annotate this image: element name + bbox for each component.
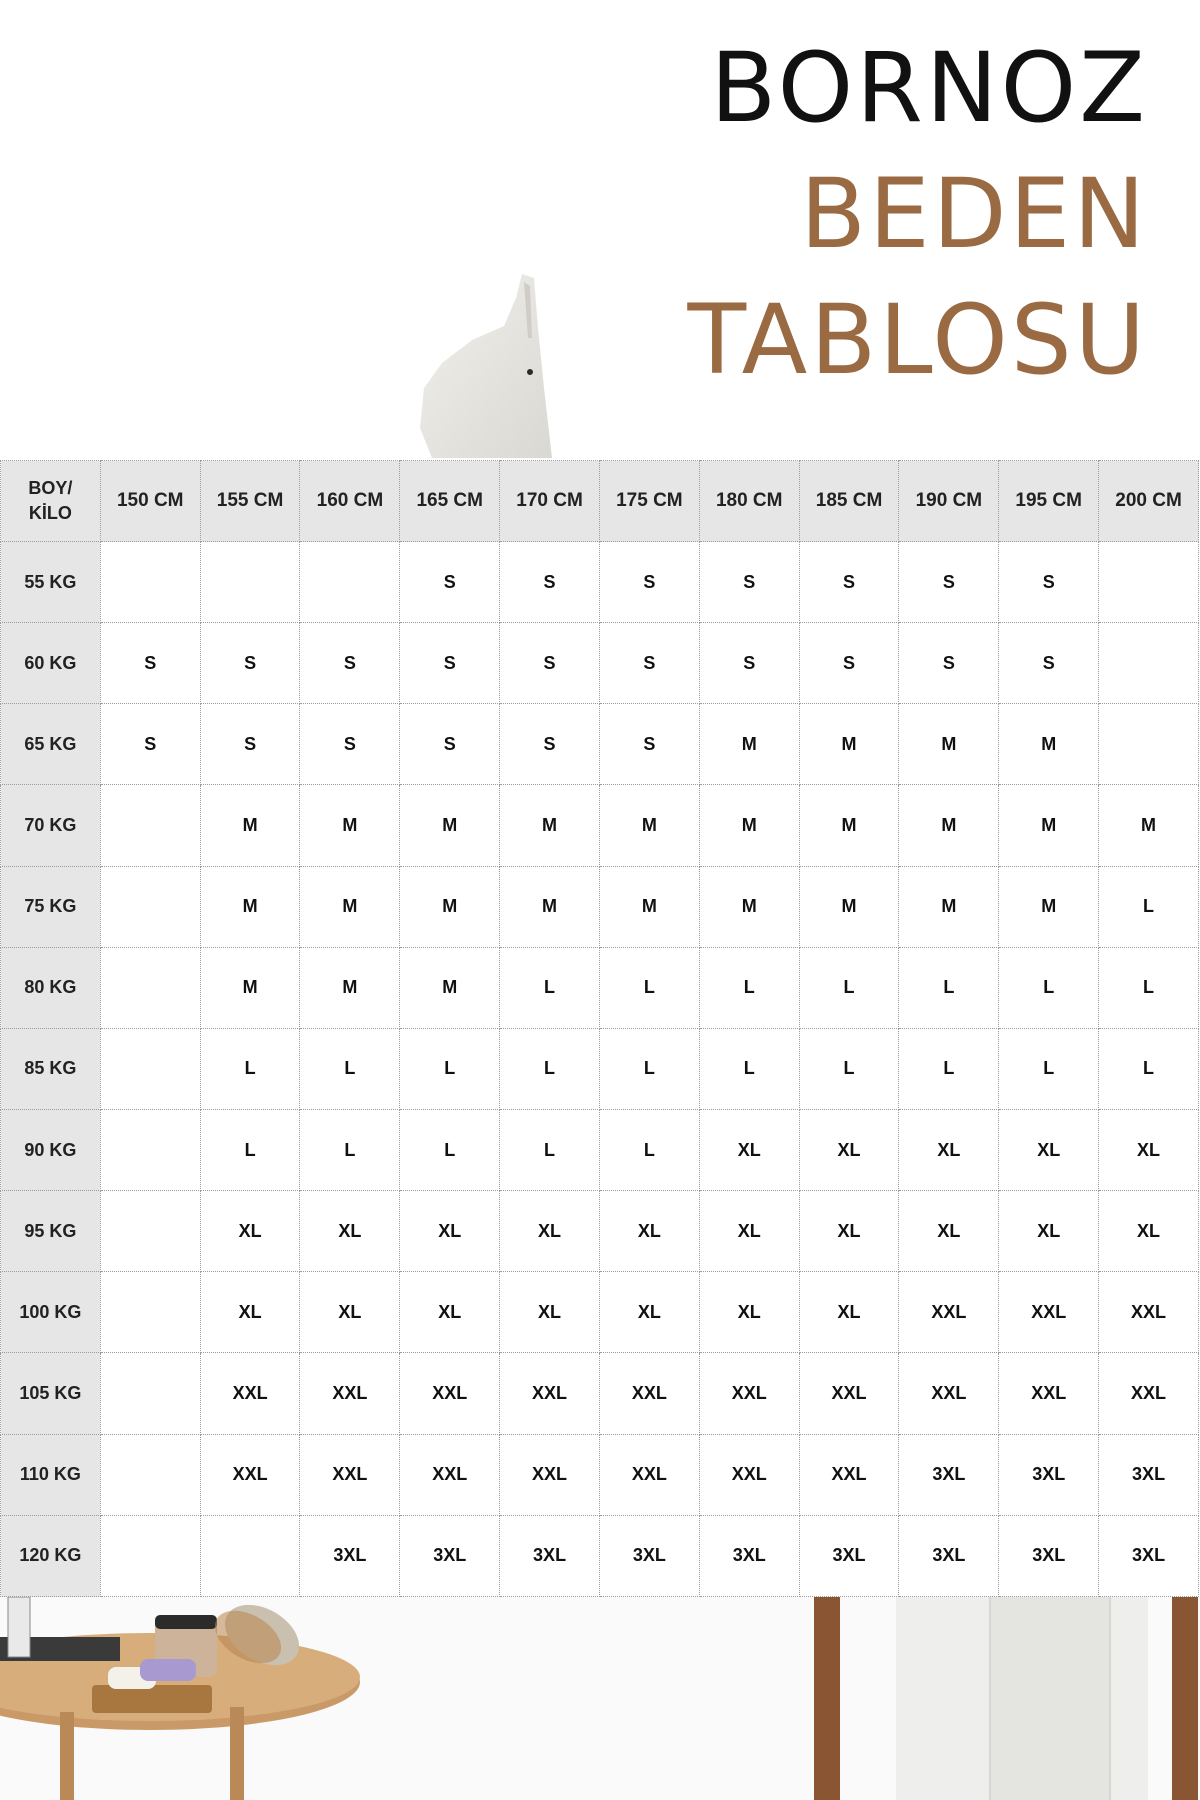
size-cell: XXL	[799, 1353, 899, 1434]
size-cell: XXL	[599, 1434, 699, 1515]
size-cell: M	[699, 866, 799, 947]
size-cell: L	[599, 1028, 699, 1109]
size-cell	[100, 1028, 200, 1109]
size-cell: 3XL	[999, 1434, 1099, 1515]
size-cell: S	[899, 542, 999, 623]
size-cell: 3XL	[300, 1515, 400, 1596]
size-cell: 3XL	[1099, 1515, 1199, 1596]
size-cell: L	[599, 1109, 699, 1190]
column-header: 150 CM	[100, 461, 200, 542]
size-cell: XXL	[799, 1434, 899, 1515]
row-header: 60 KG	[1, 623, 101, 704]
size-cell: M	[899, 785, 999, 866]
size-cell: L	[400, 1109, 500, 1190]
size-cell: XXL	[699, 1434, 799, 1515]
row-header: 75 KG	[1, 866, 101, 947]
size-cell: S	[599, 542, 699, 623]
column-header: 180 CM	[699, 461, 799, 542]
size-cell: S	[699, 542, 799, 623]
size-cell: L	[500, 1109, 600, 1190]
size-cell: S	[500, 542, 600, 623]
size-cell: L	[500, 1028, 600, 1109]
size-cell: L	[899, 1028, 999, 1109]
size-cell: XL	[599, 1272, 699, 1353]
size-cell	[100, 1191, 200, 1272]
size-cell: XXL	[400, 1434, 500, 1515]
size-cell: M	[699, 785, 799, 866]
size-cell: L	[1099, 866, 1199, 947]
size-cell	[300, 542, 400, 623]
size-cell: XL	[699, 1191, 799, 1272]
size-cell: M	[400, 866, 500, 947]
size-cell: M	[300, 947, 400, 1028]
size-cell: 3XL	[400, 1515, 500, 1596]
size-cell: L	[699, 947, 799, 1028]
size-cell	[200, 542, 300, 623]
size-cell: M	[899, 866, 999, 947]
row-header: 65 KG	[1, 704, 101, 785]
size-cell: S	[500, 623, 600, 704]
size-cell	[1099, 623, 1199, 704]
size-cell: M	[699, 704, 799, 785]
size-cell: 3XL	[899, 1515, 999, 1596]
size-cell: 3XL	[1099, 1434, 1199, 1515]
size-cell: L	[300, 1109, 400, 1190]
size-cell: M	[200, 785, 300, 866]
column-header: 175 CM	[599, 461, 699, 542]
size-cell: L	[200, 1028, 300, 1109]
size-cell: M	[799, 704, 899, 785]
table-row	[1, 1191, 1199, 1272]
size-cell: XL	[899, 1191, 999, 1272]
column-header: 165 CM	[400, 461, 500, 542]
size-cell: L	[1099, 947, 1199, 1028]
size-cell: L	[400, 1028, 500, 1109]
column-header: 170 CM	[500, 461, 600, 542]
size-cell: XXL	[899, 1272, 999, 1353]
table-row	[1, 866, 1199, 947]
size-cell	[1099, 542, 1199, 623]
size-cell: XL	[300, 1191, 400, 1272]
size-cell: XXL	[1099, 1353, 1199, 1434]
row-header: 80 KG	[1, 947, 101, 1028]
size-cell: M	[599, 785, 699, 866]
column-header: 195 CM	[999, 461, 1099, 542]
size-cell: XXL	[999, 1272, 1099, 1353]
table-row	[1, 1515, 1199, 1596]
size-cell: M	[999, 866, 1099, 947]
table-row	[1, 1434, 1199, 1515]
size-cell	[100, 1109, 200, 1190]
size-cell: M	[799, 785, 899, 866]
size-cell: L	[799, 947, 899, 1028]
row-header: 105 KG	[1, 1353, 101, 1434]
row-header: 55 KG	[1, 542, 101, 623]
column-header: 200 CM	[1099, 461, 1199, 542]
size-cell: XL	[999, 1191, 1099, 1272]
size-cell	[100, 1353, 200, 1434]
size-cell: M	[1099, 785, 1199, 866]
size-cell: M	[200, 866, 300, 947]
size-cell: M	[300, 866, 400, 947]
size-cell: 3XL	[699, 1515, 799, 1596]
title-bornoz: BORNOZ	[710, 32, 1148, 144]
size-cell: XL	[999, 1109, 1099, 1190]
size-cell: XXL	[300, 1353, 400, 1434]
column-header: 185 CM	[799, 461, 899, 542]
size-cell: XXL	[500, 1434, 600, 1515]
size-cell: S	[899, 623, 999, 704]
size-cell: S	[799, 623, 899, 704]
size-cell: XL	[400, 1191, 500, 1272]
size-cell: XXL	[699, 1353, 799, 1434]
size-cell	[100, 1434, 200, 1515]
size-cell: S	[400, 704, 500, 785]
size-cell: M	[500, 785, 600, 866]
row-header: 120 KG	[1, 1515, 101, 1596]
size-cell: XL	[699, 1272, 799, 1353]
size-cell: S	[200, 704, 300, 785]
size-cell: S	[400, 542, 500, 623]
size-cell: M	[500, 866, 600, 947]
row-header: 100 KG	[1, 1272, 101, 1353]
size-cell: M	[400, 947, 500, 1028]
table-row	[1, 947, 1199, 1028]
size-cell: XL	[1099, 1109, 1199, 1190]
size-cell: S	[300, 623, 400, 704]
size-cell: XL	[400, 1272, 500, 1353]
table-row	[1, 1272, 1199, 1353]
size-cell: L	[1099, 1028, 1199, 1109]
title-tablosu: TABLOSU	[687, 284, 1148, 396]
table-body	[1, 542, 1199, 1597]
size-cell: XXL	[500, 1353, 600, 1434]
size-cell	[100, 1515, 200, 1596]
size-cell: S	[100, 623, 200, 704]
size-cell: XL	[500, 1272, 600, 1353]
size-cell: M	[799, 866, 899, 947]
row-header: 110 KG	[1, 1434, 101, 1515]
row-header: 95 KG	[1, 1191, 101, 1272]
size-cell: XXL	[400, 1353, 500, 1434]
size-cell: M	[999, 704, 1099, 785]
table-header-row	[1, 461, 1199, 542]
table-row	[1, 542, 1199, 623]
size-cell: 3XL	[999, 1515, 1099, 1596]
size-cell: S	[400, 623, 500, 704]
size-cell: S	[799, 542, 899, 623]
size-cell: XXL	[599, 1353, 699, 1434]
size-chart-table	[0, 460, 1199, 1597]
row-header: 70 KG	[1, 785, 101, 866]
size-cell: M	[599, 866, 699, 947]
table-row	[1, 704, 1199, 785]
size-cell: S	[200, 623, 300, 704]
size-cell	[200, 1515, 300, 1596]
size-cell: M	[899, 704, 999, 785]
size-cell	[100, 947, 200, 1028]
size-cell: M	[300, 785, 400, 866]
size-cell	[100, 1272, 200, 1353]
row-header: 90 KG	[1, 1109, 101, 1190]
size-cell: M	[999, 785, 1099, 866]
size-cell	[100, 866, 200, 947]
size-cell: XL	[300, 1272, 400, 1353]
size-cell	[100, 542, 200, 623]
size-cell: XXL	[300, 1434, 400, 1515]
size-cell: XXL	[1099, 1272, 1199, 1353]
column-header: 155 CM	[200, 461, 300, 542]
size-cell: L	[999, 947, 1099, 1028]
size-cell: S	[699, 623, 799, 704]
corner-label-boy: BOY/	[28, 477, 73, 498]
size-cell: S	[599, 623, 699, 704]
size-cell: XL	[200, 1191, 300, 1272]
size-cell: XL	[699, 1109, 799, 1190]
size-cell: L	[799, 1028, 899, 1109]
size-cell: XL	[1099, 1191, 1199, 1272]
size-cell: XL	[500, 1191, 600, 1272]
size-cell: L	[899, 947, 999, 1028]
hanging-robe-image	[412, 268, 572, 458]
table-row	[1, 623, 1199, 704]
size-cell: XL	[200, 1272, 300, 1353]
size-cell: S	[300, 704, 400, 785]
size-cell: S	[500, 704, 600, 785]
size-cell: S	[999, 623, 1099, 704]
column-header: 190 CM	[899, 461, 999, 542]
size-cell: XXL	[200, 1434, 300, 1515]
corner-header-cell	[1, 461, 101, 542]
size-cell: XXL	[200, 1353, 300, 1434]
table-row	[1, 1353, 1199, 1434]
bathroom-scene-image	[0, 1597, 1200, 1800]
size-cell: 3XL	[899, 1434, 999, 1515]
size-cell: XL	[599, 1191, 699, 1272]
size-cell: L	[200, 1109, 300, 1190]
size-cell	[100, 785, 200, 866]
row-header: 85 KG	[1, 1028, 101, 1109]
table-row	[1, 785, 1199, 866]
column-header: 160 CM	[300, 461, 400, 542]
size-cell: XL	[799, 1109, 899, 1190]
size-cell: XL	[799, 1191, 899, 1272]
size-cell: M	[200, 947, 300, 1028]
size-cell: 3XL	[799, 1515, 899, 1596]
size-cell	[1099, 704, 1199, 785]
size-cell: XL	[899, 1109, 999, 1190]
size-cell: L	[999, 1028, 1099, 1109]
size-cell: L	[500, 947, 600, 1028]
size-cell: XXL	[999, 1353, 1099, 1434]
table-row	[1, 1028, 1199, 1109]
title-block	[687, 32, 1148, 396]
size-cell: M	[400, 785, 500, 866]
size-cell: L	[599, 947, 699, 1028]
title-beden: BEDEN	[800, 158, 1148, 270]
size-cell: 3XL	[599, 1515, 699, 1596]
size-cell: L	[699, 1028, 799, 1109]
corner-label-kilo: KİLO	[28, 503, 72, 523]
size-cell: S	[100, 704, 200, 785]
table-row	[1, 1109, 1199, 1190]
size-cell: XL	[799, 1272, 899, 1353]
size-cell: L	[300, 1028, 400, 1109]
size-cell: 3XL	[500, 1515, 600, 1596]
size-cell: S	[999, 542, 1099, 623]
size-cell: S	[599, 704, 699, 785]
size-cell: XXL	[899, 1353, 999, 1434]
